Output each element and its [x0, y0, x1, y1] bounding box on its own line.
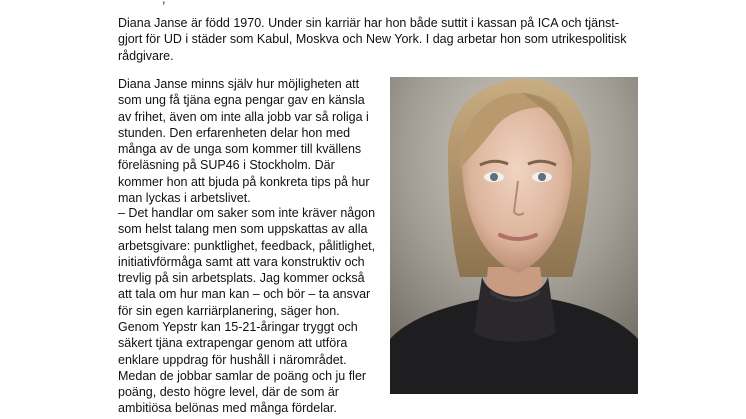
- cut-off-top-line: [162, 0, 362, 7]
- body-paragraph-3: Genom Yepstr kan 15-21-åringar tryggt och säkert tjäna extrapengar genom att utföra enklare uppdrag för hushåll i närområdet. Medan de jobbar samlar de poäng och ju fler poäng, desto högre level, där de som är ambitiösa belönas med många fördelar.: [118, 320, 367, 416]
- body-paragraph-1: Diana Janse minns själv hur möjligheten att som ung få tjäna egna pengar gav en känsla av frihet, även om inte alla jobb var så roliga i stunden. Den erfarenheten delar hon med många av de unga som kommer till kvällens föreläsning på SUP46 i Stockholm. Där kommer hon att bjuda på konkreta tips på hur man lyckas i arbetslivet.: [118, 77, 370, 206]
- intro-paragraph: Diana Janse är född 1970. Under sin karriär har hon både suttit i kassan på ICA och tjänst-gjort för UD i städer som Kabul, Moskva och New York. I dag arbetar hon som utrikespolitisk rådgivare.: [118, 16, 627, 63]
- portrait-photo: [390, 77, 638, 394]
- body-paragraph-2: – Det handlar om saker som inte kräver någon som helst talang men som uppskattas av alla arbetsgivare: punktlighet, feedback, pålitlighet, initiativförmåga samt att vara konstruktiv och trevlig på sin arbetsplats. Jag kommer också att tala om hur man kan – och bör – ta ansvar för sin egen karriärplanering, säger hon.: [118, 206, 376, 318]
